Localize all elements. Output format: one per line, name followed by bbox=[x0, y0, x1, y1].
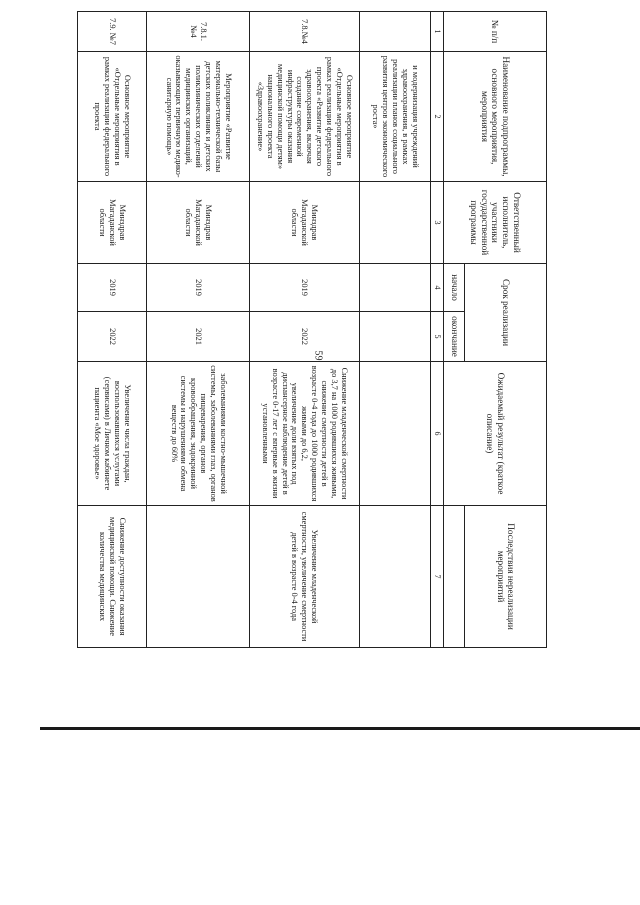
row-num: 7.8.1. №4 bbox=[147, 12, 250, 52]
col-number: 2 bbox=[431, 52, 444, 182]
row-result-part: Снижение младенческой смертности до 3,7 на 1000 родившихся живыми, снижение смертности детей в возрасте 0-4 года до 1000 родившихся живыми до 6,2, bbox=[300, 365, 350, 502]
table-row bbox=[359, 12, 430, 648]
row-end: 2021 bbox=[147, 312, 250, 362]
header-consequences: Последствия нереализации мероприятий bbox=[465, 506, 547, 648]
row-consequences bbox=[359, 506, 430, 648]
row-start bbox=[359, 264, 430, 312]
row-responsible: Минздрав Магаданской области bbox=[78, 182, 147, 264]
row-end: 2022 bbox=[250, 312, 359, 362]
header-period: Срок реализации bbox=[465, 264, 547, 362]
row-result bbox=[359, 362, 430, 506]
row-num: 7.9. №7 bbox=[78, 12, 147, 52]
row-name: Мероприятие «Развитие материально-технической базы детских поликлиник и детских поликлинических отделений медицинских организаций, оказывающих первичную медико-санитарную помощь» bbox=[147, 52, 250, 182]
header-end: окончание bbox=[444, 312, 465, 362]
row-consequences: Снижение доступности оказания медицинской помощи. Снижение количества медицинских bbox=[78, 506, 147, 648]
row-num bbox=[359, 12, 430, 52]
row-result: Увеличение числа граждан, воспользовавшихся услугами (сервисами) в Личном кабинете пациента «Мое здоровье» bbox=[78, 362, 147, 506]
page-number: 59 bbox=[312, 350, 324, 361]
row-end: 2022 bbox=[78, 312, 147, 362]
header-responsible: Ответственный исполнитель, участники государственной программы bbox=[444, 182, 547, 264]
table-header-row bbox=[465, 12, 547, 648]
row-start: 2019 bbox=[250, 264, 359, 312]
table-row bbox=[147, 12, 250, 648]
col-number: 4 bbox=[431, 264, 444, 312]
row-name: и модернизация учреждений здравоохранения, в рамках реализации планов социального развития центров экономического роста» bbox=[359, 52, 430, 182]
header-start: начало bbox=[444, 264, 465, 312]
table-row bbox=[78, 12, 147, 648]
row-consequences: Увеличение младенческой смертности, увеличение смертности детей в возрасте 0-4 года bbox=[250, 506, 359, 648]
row-start: 2019 bbox=[78, 264, 147, 312]
col-number: 1 bbox=[431, 12, 444, 52]
program-activities-table bbox=[77, 11, 547, 648]
row-responsible: Минздрав Магаданской области bbox=[147, 182, 250, 264]
table-container bbox=[77, 11, 547, 647]
row-name: Основное мероприятие «Отдельные мероприятия в рамках реализации федерального проекта «Развитие детского здравоохранения, включая создание современной инфраструктуры оказания медицинской помощи детям» национального проекта «Здравоохранение» bbox=[250, 52, 359, 182]
col-number: 5 bbox=[431, 312, 444, 362]
horizontal-rule bbox=[40, 727, 640, 730]
table-row bbox=[250, 12, 359, 648]
row-end bbox=[359, 312, 430, 362]
row-name: Основное мероприятие «Отдельные мероприятия в рамках реализации федерального проекта bbox=[78, 52, 147, 182]
header-num: № п/п bbox=[444, 12, 547, 52]
header-consequences-blank bbox=[444, 506, 465, 648]
col-number: 7 bbox=[431, 506, 444, 648]
column-numbers-row bbox=[431, 12, 444, 648]
row-responsible bbox=[359, 182, 430, 264]
row-responsible: Минздрав Магаданской области bbox=[250, 182, 359, 264]
col-number: 3 bbox=[431, 182, 444, 264]
row-num: 7.8.№4 bbox=[250, 12, 359, 52]
row-result: заболеваниями костно-мышечной системы, заболеваниями глаз, органов пищеварения, органов кровообращения, эндокринной системы и нарушениями обмена веществ до 60% bbox=[147, 362, 250, 506]
header-result: Ожидаемый результат (краткое описание) bbox=[444, 362, 547, 506]
row-result-part: увеличение доли взятых под диспансерное наблюдение детей в возрасте 0-17 лет с впервые в жизни установленными bbox=[260, 368, 300, 499]
row-consequences bbox=[147, 506, 250, 648]
header-name: Наименование подпрограммы, основного мероприятия, мероприятия bbox=[444, 52, 547, 182]
row-result bbox=[250, 362, 359, 506]
row-start: 2019 bbox=[147, 264, 250, 312]
col-number: 6 bbox=[431, 362, 444, 506]
